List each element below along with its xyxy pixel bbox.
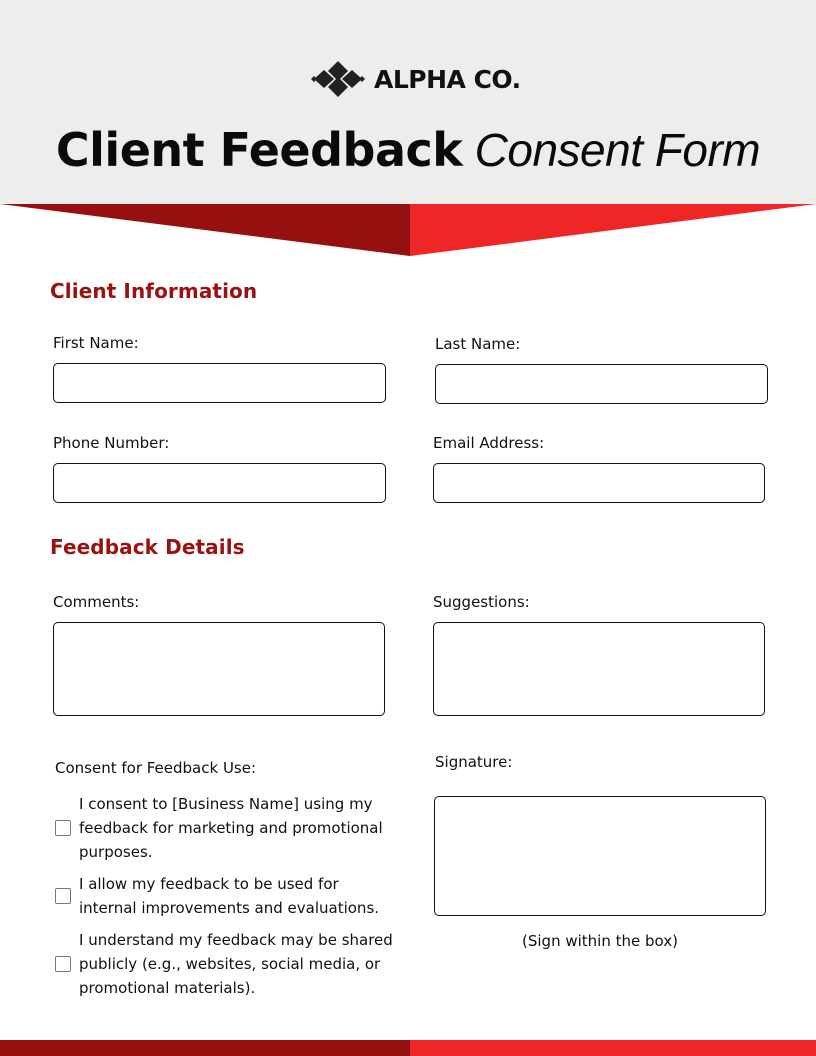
signature-note: (Sign within the box) xyxy=(522,932,678,950)
title-italic: Consent Form xyxy=(474,124,761,176)
consent-checkbox-internal[interactable] xyxy=(55,888,71,904)
last-name-label: Last Name: xyxy=(435,335,521,353)
phone-number-label: Phone Number: xyxy=(53,434,170,452)
first-name-field[interactable] xyxy=(53,363,386,403)
footer-bar-red xyxy=(410,1040,816,1056)
comments-textarea[interactable] xyxy=(53,622,385,716)
consent-text-internal: I allow my feedback to be used for internal improvements and evaluations. xyxy=(79,875,380,917)
feedback-details-heading: Feedback Details xyxy=(50,535,245,559)
suggestions-textarea[interactable] xyxy=(433,622,765,716)
first-name-label: First Name: xyxy=(53,334,139,352)
signature-box[interactable] xyxy=(434,796,766,916)
diamond-logo-icon xyxy=(310,60,366,98)
title-strong: Client Feedback xyxy=(55,123,463,177)
client-information-heading: Client Information xyxy=(50,279,258,303)
page-title xyxy=(0,120,816,180)
consent-heading: Consent for Feedback Use: xyxy=(55,759,257,777)
consent-checkbox-public[interactable] xyxy=(55,956,71,972)
comments-label: Comments: xyxy=(53,593,140,611)
consent-checkbox-marketing[interactable] xyxy=(55,820,71,836)
footer-bar-dark-red xyxy=(0,1040,410,1056)
consent-item-public[interactable] xyxy=(55,928,395,1000)
signature-label: Signature: xyxy=(435,753,513,771)
red-chevron-banner xyxy=(0,204,816,258)
email-address-field[interactable] xyxy=(433,463,765,503)
email-address-label: Email Address: xyxy=(433,434,545,452)
brand-name: ALPHA CO. xyxy=(374,64,521,94)
last-name-field[interactable] xyxy=(435,364,768,404)
phone-number-field[interactable] xyxy=(53,463,386,503)
consent-text-public: I understand my feedback may be shared publicly (e.g., websites, social media, or promotional materials). xyxy=(79,931,393,997)
company-logo xyxy=(310,60,521,98)
suggestions-label: Suggestions: xyxy=(433,593,530,611)
consent-item-internal[interactable] xyxy=(55,872,395,920)
consent-item-marketing[interactable] xyxy=(55,792,395,864)
consent-text-marketing: I consent to [Business Name] using my feedback for marketing and promotional purposes. xyxy=(79,795,383,861)
